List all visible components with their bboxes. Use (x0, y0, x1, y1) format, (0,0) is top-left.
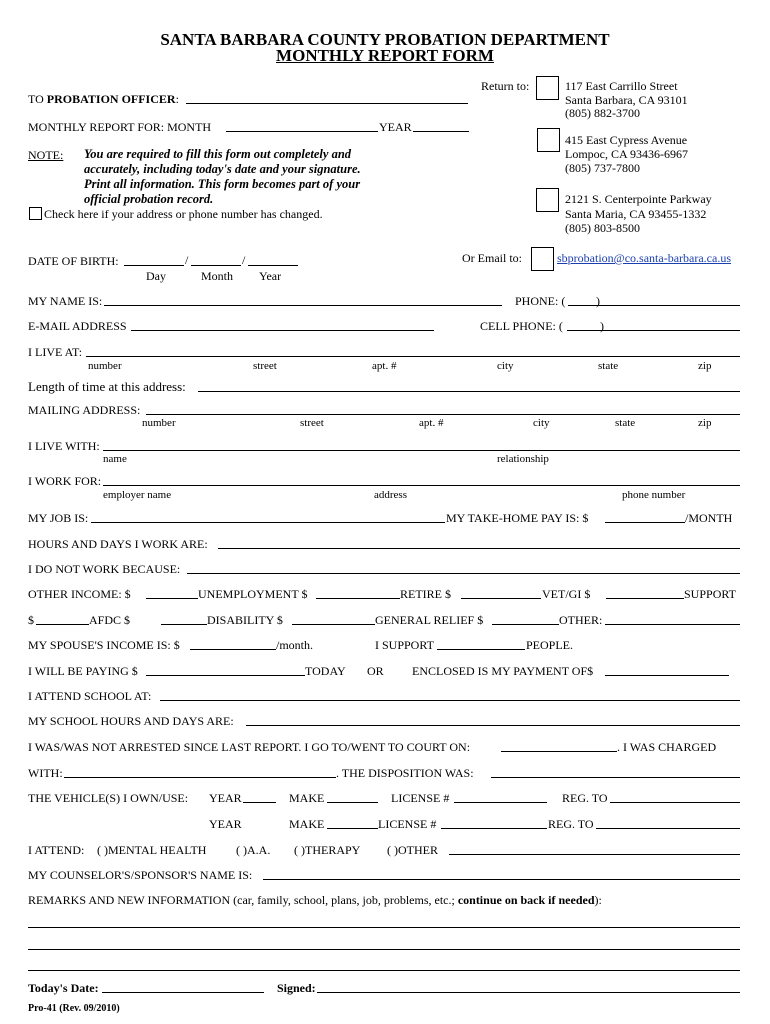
vehicle-1-reg-label: REG. TO (562, 791, 608, 805)
live-at-label: I LIVE AT: (28, 345, 83, 359)
today-label: TODAY (305, 664, 346, 678)
office-3-line3: (805) 803-8500 (565, 221, 640, 235)
school-label: I ATTEND SCHOOL AT: (28, 689, 152, 703)
paying-field[interactable] (146, 675, 305, 676)
mailing-sub-state: state (615, 417, 636, 429)
cell-phone-label: CELL PHONE: ( (480, 319, 563, 333)
remarks-line-1[interactable] (28, 927, 740, 928)
vehicle-2-make-label: MAKE (289, 817, 325, 831)
mailing-sub-number: number (142, 417, 176, 429)
mailing-sub-apt: apt. # (419, 417, 444, 429)
mailing-sub-street: street (300, 417, 324, 429)
work-for-sub-phone: phone number (622, 489, 686, 501)
other-income-2-label: OTHER: (559, 613, 603, 627)
phone-label: PHONE: ( (515, 294, 566, 308)
cell-phone-field[interactable] (567, 330, 740, 331)
office-3-line1: 2121 S. Centerpointe Parkway (565, 192, 712, 206)
spouse-income-label: MY SPOUSE'S INCOME IS: $ (28, 638, 180, 652)
probation-email-link[interactable]: sbprobation@co.santa-barbara.ca.us (557, 251, 731, 265)
general-relief-field[interactable] (492, 624, 559, 625)
hours-field[interactable] (218, 548, 740, 549)
vehicle-2-license-label: LICENSE # (378, 817, 437, 831)
dob-slash-1: / (185, 253, 189, 267)
people-label: PEOPLE. (526, 638, 574, 652)
vehicle-1-license-label: LICENSE # (391, 791, 450, 805)
charged-with-field[interactable] (64, 777, 336, 778)
attend-label: I ATTEND: (28, 843, 85, 857)
mailing-label: MAILING ADDRESS: (28, 403, 141, 417)
signature-field[interactable] (317, 992, 740, 993)
vehicle-1-year-field[interactable] (243, 802, 276, 803)
support-label: SUPPORT (684, 587, 736, 601)
attend-mental-health-option[interactable]: ( )MENTAL HEALTH (97, 843, 207, 857)
attend-other-field[interactable] (449, 854, 740, 855)
disposition-label: . THE DISPOSITION WAS: (336, 766, 474, 780)
vehicle-1-year-label: YEAR (209, 791, 242, 805)
vehicle-2-reg-label: REG. TO (548, 817, 594, 831)
address-changed-label: Check here if your address or phone number has changed. (44, 207, 323, 221)
paying-label: I WILL BE PAYING $ (28, 664, 138, 678)
vehicle-1-license-field[interactable] (454, 802, 547, 803)
office-lompoc-checkbox[interactable] (537, 128, 560, 152)
form-title: SANTA BARBARA COUNTY PROBATION DEPARTMENT (160, 30, 610, 49)
note-line-2: accurately, including today's date and your signature. (84, 162, 361, 176)
dob-label: DATE OF BIRTH: (28, 254, 119, 268)
dob-month-sub: Month (201, 269, 234, 283)
office-2-line1: 415 East Cypress Avenue (565, 133, 688, 147)
dob-slash-2: / (242, 253, 246, 267)
arrest-label: I WAS/WAS NOT ARRESTED SINCE LAST REPORT. I GO TO/WENT TO COURT ON: (28, 740, 471, 754)
note-line-1: You are required to fill this form out completely and (84, 147, 352, 161)
support-field[interactable] (36, 624, 89, 625)
other-income-label: OTHER INCOME: $ (28, 587, 131, 601)
email-option-checkbox[interactable] (531, 247, 554, 271)
take-home-pay-label: MY TAKE-HOME PAY IS: $ (446, 511, 589, 525)
vet-gi-label: VET/GI $ (542, 587, 591, 601)
live-with-sub-name: name (103, 453, 127, 465)
dob-day-sub: Day (146, 269, 166, 283)
spouse-income-month: /month. (276, 638, 314, 652)
live-at-sub-street: street (253, 360, 277, 372)
no-work-label: I DO NOT WORK BECAUSE: (28, 562, 181, 576)
live-with-label: I LIVE WITH: (28, 439, 100, 453)
office-2-line3: (805) 737-7800 (565, 161, 640, 175)
length-at-address-field[interactable] (198, 391, 740, 392)
office-1-line1: 117 East Carrillo Street (565, 79, 678, 93)
dob-month-field[interactable] (191, 265, 241, 266)
live-at-sub-city: city (497, 360, 514, 372)
unemployment-field[interactable] (316, 598, 400, 599)
todays-date-field[interactable] (102, 992, 264, 993)
retire-field[interactable] (461, 598, 541, 599)
report-month-label: MONTHLY REPORT FOR: MONTH (28, 120, 212, 134)
note-label: NOTE: (28, 148, 64, 162)
live-at-sub-number: number (88, 360, 122, 372)
disability-label: DISABILITY $ (207, 613, 283, 627)
school-field[interactable] (160, 700, 740, 701)
school-hours-field[interactable] (246, 725, 740, 726)
phone-close: ) (596, 294, 600, 308)
mailing-sub-zip: zip (698, 417, 712, 429)
vehicle-2-year-label: YEAR (209, 817, 242, 831)
court-date-field[interactable] (501, 751, 617, 752)
mailing-field[interactable] (146, 414, 740, 415)
vehicle-1-make-field[interactable] (327, 802, 378, 803)
no-work-field[interactable] (187, 573, 740, 574)
afdc-label: AFDC $ (89, 613, 131, 627)
work-for-field[interactable] (103, 485, 740, 486)
hours-label: HOURS AND DAYS I WORK ARE: (28, 537, 208, 551)
vehicle-2-reg-field[interactable] (596, 828, 740, 829)
counselor-label: MY COUNSELOR'S/SPONSOR'S NAME IS: (28, 868, 253, 882)
vehicle-1-reg-field[interactable] (610, 802, 740, 803)
vet-gi-field[interactable] (606, 598, 684, 599)
todays-date-label: Today's Date: (28, 981, 99, 995)
report-year-label: YEAR (379, 120, 412, 134)
i-support-field[interactable] (437, 649, 525, 650)
vehicle-1-make-label: MAKE (289, 791, 325, 805)
unemployment-label: UNEMPLOYMENT $ (198, 587, 308, 601)
attend-aa-option[interactable]: ( )A.A. (236, 843, 271, 857)
note-line-4: official probation record. (84, 192, 214, 206)
note-line-3: Print all information. This form becomes part of your (84, 177, 361, 191)
afdc-field[interactable] (161, 624, 207, 625)
return-to-label: Return to: (481, 79, 530, 93)
charged-with-label: WITH: (28, 766, 63, 780)
dob-year-sub: Year (259, 269, 282, 283)
job-label: MY JOB IS: (28, 511, 89, 525)
other-income-field[interactable] (146, 598, 198, 599)
spouse-income-field[interactable] (190, 649, 276, 650)
live-at-sub-apt: apt. # (372, 360, 397, 372)
take-home-pay-month: /MONTH (685, 511, 733, 525)
work-for-sub-address: address (374, 489, 407, 501)
enclosed-payment-label: ENCLOSED IS MY PAYMENT OF$ (412, 664, 594, 678)
i-support-label: I SUPPORT (375, 638, 434, 652)
support-dollar: $ (28, 613, 34, 627)
email-label: E-MAIL ADDRESS (28, 319, 127, 333)
length-at-address-label: Length of time at this address: (28, 379, 186, 394)
attend-therapy-option[interactable]: ( )THERAPY (294, 843, 361, 857)
charged-label: . I WAS CHARGED (617, 740, 717, 754)
remarks-label: REMARKS AND NEW INFORMATION (car, family, school, plans, job, problems, etc.; continue on back if needed): (28, 893, 602, 907)
dob-year-field[interactable] (248, 265, 298, 266)
work-for-label: I WORK FOR: (28, 474, 102, 488)
or-label: OR (367, 664, 384, 678)
job-field[interactable] (91, 522, 445, 523)
name-label: MY NAME IS: (28, 294, 103, 308)
remarks-line-2[interactable] (28, 949, 740, 950)
officer-field[interactable] (186, 103, 468, 104)
live-at-sub-zip: zip (698, 360, 712, 372)
office-2-line2: Lompoc, CA 93436-6967 (565, 147, 688, 161)
form-id: Pro-41 (Rev. 09/2010) (28, 1003, 120, 1014)
phone-field[interactable] (568, 305, 740, 306)
retire-label: RETIRE $ (400, 587, 451, 601)
live-with-field[interactable] (103, 450, 740, 451)
live-at-sub-state: state (598, 360, 619, 372)
general-relief-label: GENERAL RELIEF $ (375, 613, 484, 627)
vehicle-2-make-field[interactable] (327, 828, 378, 829)
work-for-sub-employer: employer name (103, 489, 172, 501)
disability-field[interactable] (292, 624, 375, 625)
take-home-pay-field[interactable] (605, 522, 685, 523)
disposition-field[interactable] (491, 777, 740, 778)
office-santa-maria-checkbox[interactable] (536, 188, 559, 212)
vehicle-label: THE VEHICLE(S) I OWN/USE: (28, 791, 189, 805)
live-with-sub-relationship: relationship (497, 453, 549, 465)
live-at-field[interactable] (86, 356, 740, 357)
cell-phone-close: ) (600, 319, 604, 333)
signed-label: Signed: (277, 981, 316, 995)
enclosed-payment-field[interactable] (605, 675, 729, 676)
form-subtitle: MONTHLY REPORT FORM (276, 46, 494, 65)
vehicle-2-license-field[interactable] (441, 828, 547, 829)
officer-label: TO PROBATION OFFICER: (28, 92, 179, 106)
counselor-field[interactable] (263, 879, 740, 880)
remarks-line-3[interactable] (28, 970, 740, 971)
office-1-line2: Santa Barbara, CA 93101 (565, 93, 688, 107)
report-year-field[interactable] (413, 131, 469, 132)
address-changed-checkbox[interactable] (29, 207, 42, 220)
name-field[interactable] (104, 305, 502, 306)
attend-other-option[interactable]: ( )OTHER (387, 843, 438, 857)
email-to-label: Or Email to: (462, 251, 522, 265)
mailing-sub-city: city (533, 417, 550, 429)
email-field[interactable] (131, 330, 434, 331)
school-hours-label: MY SCHOOL HOURS AND DAYS ARE: (28, 714, 234, 728)
dob-day-field[interactable] (124, 265, 184, 266)
other-income-2-field[interactable] (605, 624, 740, 625)
report-month-field[interactable] (226, 131, 378, 132)
office-santa-barbara-checkbox[interactable] (536, 76, 559, 100)
office-3-line2: Santa Maria, CA 93455-1332 (565, 207, 707, 221)
office-1-line3: (805) 882-3700 (565, 106, 640, 120)
